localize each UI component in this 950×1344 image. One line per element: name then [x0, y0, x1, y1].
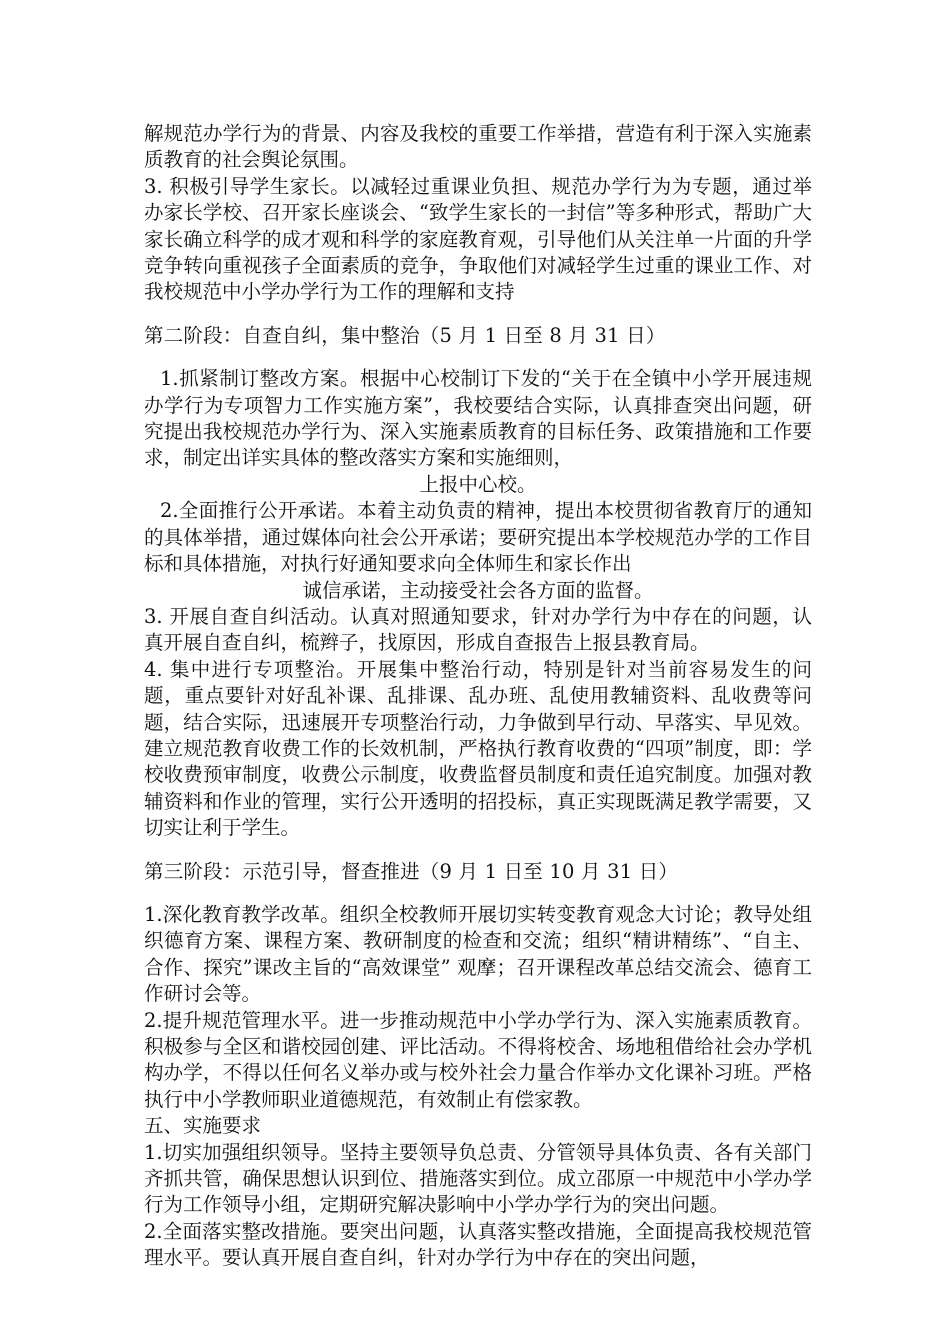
stage2-item-1-tail: 上报中心校。 — [419, 472, 537, 496]
stage3-heading: 第三阶段：示范引导，督查推进（9 月 1 日至 10 月 31 日） — [144, 859, 679, 883]
section5-heading: 五、实施要求 — [144, 1114, 262, 1138]
section5-item-2: 2.全面落实整改措施。要突出问题，认真落实整改措施，全面提高我校规范管理水平。要认真开展自查自纠，针对办学行为中存在的突出问题， — [144, 1219, 812, 1270]
stage2-item-2: 2.全面推行公开承诺。本着主动负责的精神，提出本校贯彻省教育厅的通知的具体举措，通过媒体向社会公开承诺；要研究提出本学校规范办学的工作目标和具体措施，对执行好通知要求向全体师生和家长作出 — [144, 499, 812, 576]
stage2-item-2-tail: 诚信承诺，主动接受社会各方面的监督。 — [302, 578, 654, 602]
stage3-item-2: 2.提升规范管理水平。进一步推动规范中小学办学行为、深入实施素质教育。积极参与全区和谐校园创建、评比活动。不得将校舍、场地租借给社会办学机构办学，不得以任何名义举办或与校外社会力量合作举办文化课补习班。严格执行中小学教师职业道德规范，有效制止有偿家教。 — [144, 1008, 812, 1111]
stage3-item-1: 1.深化教育教学改革。组织全校教师开展切实转变教育观念大讨论；教导处组织德育方案、课程方案、教研制度的检查和交流；组织“精讲精练”、“自主、合作、探究”课改主旨的“高效课堂” 观摩；召开课程改革总结交流会、德育工作研讨会等。 — [144, 902, 812, 1006]
stage2-item-3: 3. 开展自查自纠活动。认真对照通知要求，针对办学行为中存在的问题，认真开展自查自纠，梳辫子，找原因，形成自查报告上报县教育局。 — [144, 604, 812, 655]
stage2-item-4: 4. 集中进行专项整治。开展集中整治行动，特别是针对当前容易发生的问题，重点要针对好乱补课、乱排课、乱办班、乱使用教辅资料、乱收费等问题，结合实际，迅速展开专项整治行动，力争做到早行动、早落实、早见效。建立规范教育收费工作的长效机制，严格执行教育收费的“四项”制度，即：学校收费预审制度，收费公示制度，收费监督员制度和责任追究制度。加强对教辅资料和作业的管理，实行公开透明的招投标，真正实现既满足教学需要，又切实让利于学生。 — [144, 657, 812, 840]
paragraph-intro-continued: 解规范办学行为的背景、内容及我校的重要工作举措，营造有利于深入实施素质教育的社会舆论氛围。 — [144, 122, 812, 172]
stage2-item-1: 1.抓紧制订整改方案。根据中心校制订下发的“关于在全镇中小学开展违规办学行为专项智力工作实施方案”，我校要结合实际，认真排查突出问题，研究提出我校规范办学行为、深入实施素质教育的目标任务、政策措施和工作要求，制定出详实具体的整改落实方案和实施细则， — [144, 367, 812, 470]
document-page — [144, 121, 812, 1272]
paragraph-guide-parents: 3. 积极引导学生家长。以减轻过重课业负担、规范办学行为为专题，通过举办家长学校、召开家长座谈会、“致学生家长的一封信”等多种形式，帮助广大家长确立科学的成才观和科学的家庭教育观，引导他们从关注单一片面的升学竞争转向重视孩子全面素质的竞争，争取他们对减轻学生过重的课业工作、对我校规范中小学办学行为工作的理解和支持 — [144, 174, 812, 304]
section5-item-1: 1.切实加强组织领导。坚持主要领导负总责、分管领导具体负责、各有关部门齐抓共管，确保思想认识到位、措施落实到位。成立邵原一中规范中小学办学行为工作领导小组，定期研究解决影响中小学办学行为的突出问题。 — [144, 1140, 812, 1217]
stage2-heading: 第二阶段：自查自纠，集中整治（5 月 1 日至 8 月 31 日） — [144, 323, 666, 347]
